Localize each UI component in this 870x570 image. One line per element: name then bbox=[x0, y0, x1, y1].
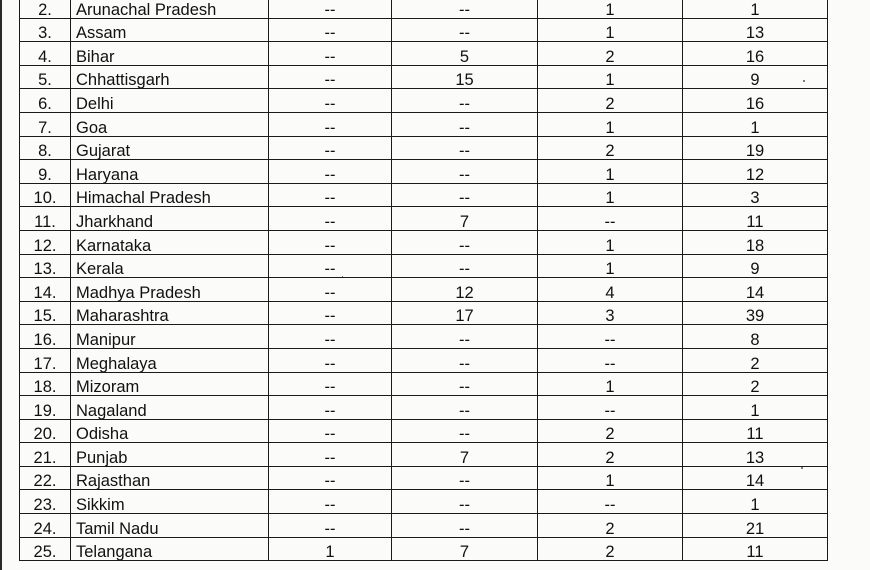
value-cell-col3: -- bbox=[538, 490, 683, 514]
serial-number-cell: 3. bbox=[20, 18, 71, 42]
table-row bbox=[20, 136, 828, 160]
value-cell-col2: 12 bbox=[392, 278, 538, 302]
value-cell-col3: -- bbox=[538, 325, 683, 349]
value-cell-col3: 1 bbox=[538, 65, 683, 89]
value-cell-col1: -- bbox=[269, 514, 392, 538]
value-cell-col3: 2 bbox=[538, 419, 683, 443]
state-table-body bbox=[20, 0, 828, 561]
state-name-cell: Jharkhand bbox=[71, 207, 269, 231]
table-row bbox=[20, 278, 828, 302]
state-name-cell: Gujarat bbox=[71, 136, 269, 160]
table-row bbox=[20, 514, 828, 538]
value-cell-col2: -- bbox=[392, 230, 538, 254]
serial-number-cell: 19. bbox=[20, 396, 71, 420]
value-cell-col1: -- bbox=[269, 254, 392, 278]
value-cell-col2: -- bbox=[392, 136, 538, 160]
table-row bbox=[20, 490, 828, 514]
serial-number-cell: 23. bbox=[20, 490, 71, 514]
value-cell-col3: 1 bbox=[538, 254, 683, 278]
state-name-cell: Tamil Nadu bbox=[71, 514, 269, 538]
value-cell-col4: 3 bbox=[683, 183, 828, 207]
serial-number-cell: 16. bbox=[20, 325, 71, 349]
value-cell-col4: 8 bbox=[683, 325, 828, 349]
value-cell-col1: -- bbox=[269, 396, 392, 420]
state-name-cell: Meghalaya bbox=[71, 348, 269, 372]
value-cell-col4: 9 bbox=[683, 65, 828, 89]
value-cell-col3: 1 bbox=[538, 0, 683, 18]
value-cell-col2: -- bbox=[392, 396, 538, 420]
value-cell-col3: 1 bbox=[538, 112, 683, 136]
serial-number-cell: 24. bbox=[20, 514, 71, 538]
scan-speck bbox=[803, 80, 805, 82]
value-cell-col4: 16 bbox=[683, 42, 828, 66]
table-row bbox=[20, 348, 828, 372]
serial-number-cell: 18. bbox=[20, 372, 71, 396]
table-row bbox=[20, 18, 828, 42]
value-cell-col4: 9 bbox=[683, 254, 828, 278]
value-cell-col4: 1 bbox=[683, 0, 828, 18]
value-cell-col4: 21 bbox=[683, 514, 828, 538]
value-cell-col1: -- bbox=[269, 301, 392, 325]
value-cell-col2: -- bbox=[392, 514, 538, 538]
value-cell-col1: -- bbox=[269, 207, 392, 231]
value-cell-col3: 1 bbox=[538, 466, 683, 490]
value-cell-col3: 2 bbox=[538, 514, 683, 538]
value-cell-col4: 2 bbox=[683, 372, 828, 396]
value-cell-col1: -- bbox=[269, 42, 392, 66]
state-name-cell: Odisha bbox=[71, 419, 269, 443]
value-cell-col1: -- bbox=[269, 0, 392, 18]
value-cell-col2: -- bbox=[392, 466, 538, 490]
state-name-cell: Rajasthan bbox=[71, 466, 269, 490]
serial-number-cell: 20. bbox=[20, 419, 71, 443]
serial-number-cell: 21. bbox=[20, 443, 71, 467]
table-row bbox=[20, 254, 828, 278]
state-name-cell: Assam bbox=[71, 18, 269, 42]
value-cell-col4: 14 bbox=[683, 278, 828, 302]
value-cell-col2: -- bbox=[392, 254, 538, 278]
value-cell-col3: 1 bbox=[538, 18, 683, 42]
value-cell-col2: 15 bbox=[392, 65, 538, 89]
state-name-cell: Delhi bbox=[71, 89, 269, 113]
table-row bbox=[20, 301, 828, 325]
serial-number-cell: 14. bbox=[20, 278, 71, 302]
value-cell-col1: -- bbox=[269, 18, 392, 42]
state-name-cell: Goa bbox=[71, 112, 269, 136]
scan-speck bbox=[801, 467, 803, 469]
serial-number-cell: 6. bbox=[20, 89, 71, 113]
state-name-cell: Chhattisgarh bbox=[71, 65, 269, 89]
value-cell-col4: 11 bbox=[683, 419, 828, 443]
table-row bbox=[20, 183, 828, 207]
value-cell-col3: 2 bbox=[538, 89, 683, 113]
value-cell-col1: -- bbox=[269, 112, 392, 136]
serial-number-cell: 22. bbox=[20, 466, 71, 490]
state-name-cell: Manipur bbox=[71, 325, 269, 349]
serial-number-cell: 10. bbox=[20, 183, 71, 207]
value-cell-col1: -- bbox=[269, 490, 392, 514]
value-cell-col2: 7 bbox=[392, 537, 538, 561]
table-row bbox=[20, 0, 828, 18]
value-cell-col4: 13 bbox=[683, 443, 828, 467]
value-cell-col4: 19 bbox=[683, 136, 828, 160]
value-cell-col4: 1 bbox=[683, 112, 828, 136]
value-cell-col2: 5 bbox=[392, 42, 538, 66]
value-cell-col4: 12 bbox=[683, 160, 828, 184]
serial-number-cell: 5. bbox=[20, 65, 71, 89]
value-cell-col4: 39 bbox=[683, 301, 828, 325]
state-name-cell: Kerala bbox=[71, 254, 269, 278]
serial-number-cell: 12. bbox=[20, 230, 71, 254]
value-cell-col3: 4 bbox=[538, 278, 683, 302]
table-row bbox=[20, 160, 828, 184]
state-name-cell: Bihar bbox=[71, 42, 269, 66]
serial-number-cell: 2. bbox=[20, 0, 71, 18]
value-cell-col4: 11 bbox=[683, 537, 828, 561]
value-cell-col2: -- bbox=[392, 372, 538, 396]
state-name-cell: Telangana bbox=[71, 537, 269, 561]
value-cell-col1: -- bbox=[269, 65, 392, 89]
value-cell-col3: -- bbox=[538, 396, 683, 420]
table-row bbox=[20, 112, 828, 136]
value-cell-col2: -- bbox=[392, 112, 538, 136]
value-cell-col3: -- bbox=[538, 348, 683, 372]
serial-number-cell: 8. bbox=[20, 136, 71, 160]
serial-number-cell: 11. bbox=[20, 207, 71, 231]
value-cell-col2: -- bbox=[392, 18, 538, 42]
table-row bbox=[20, 396, 828, 420]
state-table bbox=[19, 0, 828, 561]
value-cell-col1: -- bbox=[269, 278, 392, 302]
value-cell-col2: -- bbox=[392, 0, 538, 18]
serial-number-cell: 13. bbox=[20, 254, 71, 278]
table-row bbox=[20, 230, 828, 254]
value-cell-col2: 17 bbox=[392, 301, 538, 325]
value-cell-col4: 13 bbox=[683, 18, 828, 42]
serial-number-cell: 17. bbox=[20, 348, 71, 372]
value-cell-col2: -- bbox=[392, 419, 538, 443]
value-cell-col3: 1 bbox=[538, 160, 683, 184]
value-cell-col2: -- bbox=[392, 160, 538, 184]
serial-number-cell: 4. bbox=[20, 42, 71, 66]
value-cell-col1: -- bbox=[269, 466, 392, 490]
value-cell-col4: 16 bbox=[683, 89, 828, 113]
page-margin-line bbox=[0, 0, 2, 570]
table-row bbox=[20, 325, 828, 349]
value-cell-col1: -- bbox=[269, 443, 392, 467]
value-cell-col4: 2 bbox=[683, 348, 828, 372]
value-cell-col1: -- bbox=[269, 348, 392, 372]
value-cell-col2: -- bbox=[392, 325, 538, 349]
value-cell-col4: 1 bbox=[683, 396, 828, 420]
value-cell-col2: 7 bbox=[392, 207, 538, 231]
value-cell-col4: 11 bbox=[683, 207, 828, 231]
value-cell-col1: -- bbox=[269, 136, 392, 160]
value-cell-col1: -- bbox=[269, 372, 392, 396]
value-cell-col3: 2 bbox=[538, 537, 683, 561]
value-cell-col3: 1 bbox=[538, 183, 683, 207]
value-cell-col3: 2 bbox=[538, 42, 683, 66]
value-cell-col2: -- bbox=[392, 490, 538, 514]
value-cell-col2: -- bbox=[392, 183, 538, 207]
value-cell-col3: 2 bbox=[538, 443, 683, 467]
table-row bbox=[20, 89, 828, 113]
value-cell-col1: -- bbox=[269, 160, 392, 184]
value-cell-col2: -- bbox=[392, 348, 538, 372]
table-row bbox=[20, 65, 828, 89]
table-row bbox=[20, 207, 828, 231]
state-name-cell: Arunachal Pradesh bbox=[71, 0, 269, 18]
serial-number-cell: 9. bbox=[20, 160, 71, 184]
value-cell-col1: -- bbox=[269, 419, 392, 443]
value-cell-col3: 1 bbox=[538, 372, 683, 396]
table-row bbox=[20, 42, 828, 66]
value-cell-col4: 18 bbox=[683, 230, 828, 254]
value-cell-col1: -- bbox=[269, 325, 392, 349]
state-name-cell: Nagaland bbox=[71, 396, 269, 420]
serial-number-cell: 7. bbox=[20, 112, 71, 136]
table-row bbox=[20, 372, 828, 396]
value-cell-col2: 7 bbox=[392, 443, 538, 467]
scan-speck bbox=[342, 276, 343, 277]
value-cell-col2: -- bbox=[392, 89, 538, 113]
value-cell-col4: 14 bbox=[683, 466, 828, 490]
value-cell-col1: -- bbox=[269, 230, 392, 254]
state-name-cell: Haryana bbox=[71, 160, 269, 184]
table-row bbox=[20, 419, 828, 443]
value-cell-col3: 1 bbox=[538, 230, 683, 254]
value-cell-col4: 1 bbox=[683, 490, 828, 514]
value-cell-col3: -- bbox=[538, 207, 683, 231]
state-name-cell: Karnataka bbox=[71, 230, 269, 254]
state-name-cell: Himachal Pradesh bbox=[71, 183, 269, 207]
value-cell-col3: 2 bbox=[538, 136, 683, 160]
state-name-cell: Madhya Pradesh bbox=[71, 278, 269, 302]
value-cell-col3: 3 bbox=[538, 301, 683, 325]
value-cell-col1: -- bbox=[269, 89, 392, 113]
state-name-cell: Maharashtra bbox=[71, 301, 269, 325]
state-name-cell: Mizoram bbox=[71, 372, 269, 396]
serial-number-cell: 25. bbox=[20, 537, 71, 561]
table-row bbox=[20, 443, 828, 467]
table-row bbox=[20, 466, 828, 490]
state-name-cell: Sikkim bbox=[71, 490, 269, 514]
table-row bbox=[20, 537, 828, 561]
value-cell-col1: -- bbox=[269, 183, 392, 207]
state-name-cell: Punjab bbox=[71, 443, 269, 467]
serial-number-cell: 15. bbox=[20, 301, 71, 325]
value-cell-col1: 1 bbox=[269, 537, 392, 561]
